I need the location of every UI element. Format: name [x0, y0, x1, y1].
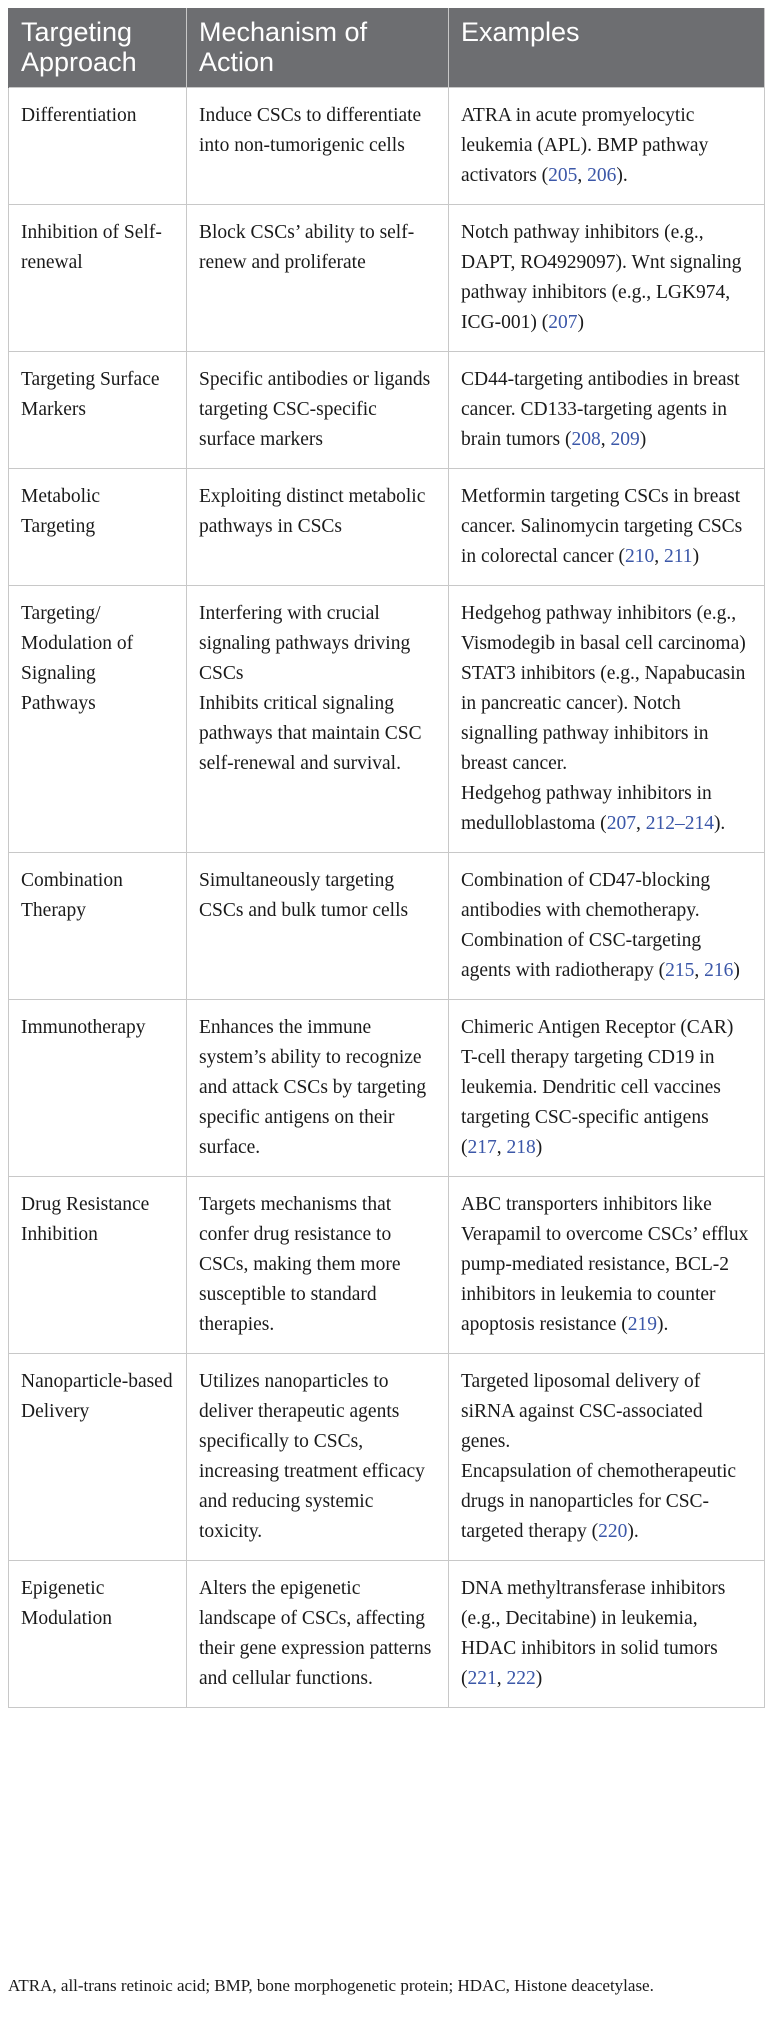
example-line: CD44-targeting antibodies in breast cancer. CD133-targeting agents in brain tumors (208, 209)	[461, 369, 740, 450]
cell-targeting-approach: Metabolic Targeting	[9, 469, 187, 586]
cell-examples	[449, 88, 765, 205]
header-targeting-approach: Targeting Approach	[9, 8, 187, 88]
example-text: STAT3 inhibitors (e.g., Napabucasin in pancreatic cancer). Notch signalling pathway inhibitors in breast cancer.	[461, 663, 746, 774]
table-header	[9, 8, 765, 88]
example-line	[461, 599, 752, 659]
example-line	[461, 218, 752, 338]
example-line: Hedgehog pathway inhibitors in medulloblastoma (207, 212–214).	[461, 783, 726, 834]
example-text: Chimeric Antigen Receptor (CAR) T-cell therapy targeting CD19 in leukemia. Dendritic cell vaccines targeting CSC-specific antigens (	[461, 1017, 734, 1158]
table-row	[9, 88, 765, 205]
table-row	[9, 352, 765, 469]
reference-link[interactable]: 218	[506, 1137, 536, 1158]
example-line: Chimeric Antigen Receptor (CAR) T-cell therapy targeting CD19 in leukemia. Dendritic cell vaccines targeting CSC-specific antigens (217, 218)	[461, 1017, 734, 1158]
table-row	[9, 1000, 765, 1177]
reference-link[interactable]: 222	[506, 1668, 536, 1689]
table-row	[9, 1561, 765, 1708]
cell-examples	[449, 205, 765, 352]
table-row	[9, 1177, 765, 1354]
header-examples: Examples	[449, 8, 765, 88]
example-text-tail: ).	[713, 813, 726, 834]
reference-link[interactable]: 209	[610, 429, 640, 450]
example-text: Combination of CD47-blocking antibodies with chemotherapy. Combination of CSC-targeting agents with radiotherapy (	[461, 870, 711, 981]
example-line: Metformin targeting CSCs in breast cancer. Salinomycin targeting CSCs in colorectal cancer (210, 211)	[461, 486, 743, 567]
reference-link[interactable]: 217	[467, 1137, 497, 1158]
example-text-tail: )	[535, 1668, 543, 1689]
reference-link[interactable]: 211	[664, 546, 693, 567]
cell-examples	[449, 1177, 765, 1354]
cell-mechanism-of-action	[187, 586, 449, 853]
example-text: Notch pathway inhibitors (e.g., DAPT, RO4929097). Wnt signaling pathway inhibitors (e.g., LGK974, ICG-001) (	[461, 222, 742, 333]
example-text-tail: ).	[657, 1314, 669, 1335]
example-text-tail: )	[577, 312, 584, 333]
cell-targeting-approach: Combination Therapy	[9, 853, 187, 1000]
cell-targeting-approach: Targeting/ Modulation of Signaling Pathways	[9, 586, 187, 853]
table-body	[9, 88, 765, 1708]
reference-link[interactable]: 220	[598, 1521, 628, 1542]
reference-link[interactable]: 215	[665, 960, 695, 981]
example-line	[461, 659, 752, 779]
cell-targeting-approach: Epigenetic Modulation	[9, 1561, 187, 1708]
example-text: ABC transporters inhibitors like Verapamil to overcome CSCs’ efflux pump-mediated resistance, BCL-2 inhibitors in leukemia to counter apoptosis resistance (	[461, 1194, 749, 1335]
example-line: ATRA in acute promyelocytic leukemia (APL). BMP pathway activators (205, 206).	[461, 105, 709, 186]
example-text-tail: )	[733, 960, 740, 981]
cell-targeting-approach: Targeting Surface Markers	[9, 352, 187, 469]
example-text-tail: )	[639, 429, 647, 450]
cell-mechanism-of-action: Simultaneously targeting CSCs and bulk tumor cells	[187, 853, 449, 1000]
example-text-tail: )	[692, 546, 700, 567]
example-text-tail: ).	[616, 165, 628, 186]
example-line	[461, 1457, 752, 1547]
example-text: DNA methyltransferase inhibitors (e.g., Decitabine) in leukemia, HDAC inhibitors in solid tumors (	[461, 1578, 726, 1689]
reference-link[interactable]: 207	[548, 312, 578, 333]
cell-targeting-approach: Differentiation	[9, 88, 187, 205]
example-text: Hedgehog pathway inhibitors in medulloblastoma (	[461, 783, 712, 834]
example-text: ATRA in acute promyelocytic leukemia (APL). BMP pathway activators (	[461, 105, 709, 186]
targeting-approaches-table	[8, 8, 765, 1708]
reference-link[interactable]: 219	[627, 1314, 658, 1335]
cell-examples	[449, 469, 765, 586]
cell-mechanism-of-action: Specific antibodies or ligands targeting CSC-specific surface markers	[187, 352, 449, 469]
reference-link[interactable]: 205	[548, 165, 578, 186]
example-line: Combination of CD47-blocking antibodies with chemotherapy. Combination of CSC-targeting agents with radiotherapy (215, 216)	[461, 870, 740, 981]
example-text: Metformin targeting CSCs in breast cancer. Salinomycin targeting CSCs in colorectal cancer (	[461, 486, 743, 567]
cell-mechanism-of-action: Induce CSCs to differentiate into non-tumorigenic cells	[187, 88, 449, 205]
cell-mechanism-of-action: Targets mechanisms that confer drug resistance to CSCs, making them more susceptible to standard therapies.	[187, 1177, 449, 1354]
example-text: Hedgehog pathway inhibitors (e.g., Vismodegib in basal cell carcinoma)	[461, 603, 746, 654]
cell-mechanism-of-action: Alters the epigenetic landscape of CSCs, affecting their gene expression patterns and cellular functions.	[187, 1561, 449, 1708]
table-row	[9, 1354, 765, 1561]
header-mechanism-of-action: Mechanism of Action	[187, 8, 449, 88]
cell-mechanism-of-action: Utilizes nanoparticles to deliver therapeutic agents specifically to CSCs, increasing treatment efficacy and reducing systemic toxicity.	[187, 1354, 449, 1561]
cell-mechanism-of-action: Enhances the immune system’s ability to recognize and attack CSCs by targeting specific antigens on their surface.	[187, 1000, 449, 1177]
example-text: Targeted liposomal delivery of siRNA against CSC-associated genes.	[461, 1371, 703, 1452]
example-text: CD44-targeting antibodies in breast cancer. CD133-targeting agents in brain tumors (	[461, 369, 740, 450]
cell-targeting-approach: Immunotherapy	[9, 1000, 187, 1177]
reference-link[interactable]: 212–214	[645, 813, 714, 834]
cell-targeting-approach: Inhibition of Self-renewal	[9, 205, 187, 352]
reference-link[interactable]: 206	[587, 165, 617, 186]
example-line	[461, 1367, 752, 1457]
table-row	[9, 469, 765, 586]
example-line: DNA methyltransferase inhibitors (e.g., Decitabine) in leukemia, HDAC inhibitors in solid tumors (221, 222)	[461, 1578, 726, 1689]
targeting-approaches-table-container	[8, 8, 764, 1708]
cell-examples	[449, 853, 765, 1000]
reference-link[interactable]: 216	[704, 960, 734, 981]
reference-link[interactable]: 207	[606, 813, 636, 834]
mechanism-line: Interfering with crucial signaling pathways driving CSCs	[199, 603, 411, 684]
cell-targeting-approach: Nanoparticle-based Delivery	[9, 1354, 187, 1561]
cell-examples	[449, 1000, 765, 1177]
cell-mechanism-of-action: Block CSCs’ ability to self-renew and proliferate	[187, 205, 449, 352]
cell-examples	[449, 352, 765, 469]
table-row	[9, 853, 765, 1000]
cell-examples	[449, 1354, 765, 1561]
header-row	[9, 8, 765, 88]
example-text-tail: )	[535, 1137, 543, 1158]
mechanism-line: Inhibits critical signaling pathways that maintain CSC self-renewal and survival.	[199, 693, 422, 774]
reference-link[interactable]: 208	[571, 429, 601, 450]
example-line	[461, 1190, 752, 1340]
reference-link[interactable]: 210	[625, 546, 655, 567]
cell-targeting-approach: Drug Resistance Inhibition	[9, 1177, 187, 1354]
table-row	[9, 586, 765, 853]
reference-link[interactable]: 221	[467, 1668, 497, 1689]
cell-examples	[449, 1561, 765, 1708]
table-row	[9, 205, 765, 352]
example-text-tail: ).	[627, 1521, 639, 1542]
table-footnote: ATRA, all-trans retinoic acid; BMP, bone morphogenetic protein; HDAC, Histone deacetylase.	[8, 1976, 654, 1995]
example-text: Encapsulation of chemotherapeutic drugs in nanoparticles for CSC-targeted therapy (	[461, 1461, 737, 1542]
cell-examples	[449, 586, 765, 853]
cell-mechanism-of-action: Exploiting distinct metabolic pathways in CSCs	[187, 469, 449, 586]
